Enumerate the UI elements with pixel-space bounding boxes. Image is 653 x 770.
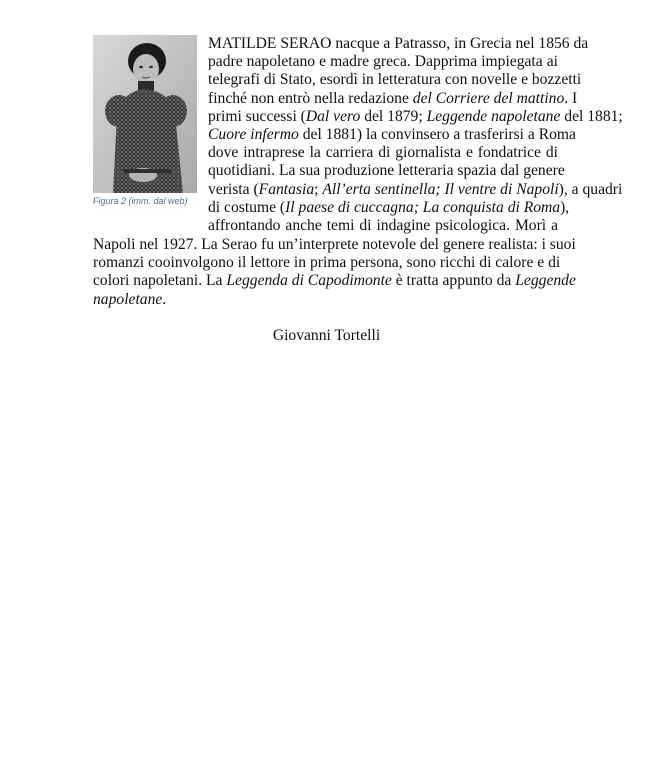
portrait-photo (93, 35, 197, 193)
italic-title: Leggenda di Capodimonte (226, 272, 392, 290)
italic-title: All’erta sentinella; Il ventre di Napoli (322, 180, 559, 198)
portrait-illustration (93, 35, 197, 193)
text-line (93, 254, 561, 272)
italic-title: Dal vero (305, 107, 361, 125)
text-line (208, 71, 582, 89)
text-line (93, 272, 576, 290)
text-segment: MATILDE SERAO (208, 35, 332, 52)
text-segment: Napoli nel 1927. La Serao fu un’interprete notevole del genere realista: i suoi (93, 236, 576, 253)
italic-title: del Corriere del mattino (412, 89, 565, 107)
text-line (208, 107, 623, 126)
text-line (208, 198, 570, 217)
text-segment: del 1881) la convinsero a trasferirsi a Roma (298, 125, 576, 143)
text-segment: del 1881; (560, 107, 623, 125)
text-segment: di costume ( (208, 198, 286, 216)
italic-title: Leggende napoletane (426, 107, 561, 125)
italic-title: Leggende (515, 272, 576, 290)
text-segment: del 1879; (360, 107, 427, 125)
text-segment: . I (564, 89, 578, 107)
text-line (208, 217, 558, 235)
text-segment: finché non entrò nella redazione (208, 89, 413, 107)
text-segment: romanzi cooinvolgono il lettore in prima persona, sono ricchi di calore e di (93, 254, 561, 272)
figure-caption: Figura 2 (imm. dal web) (93, 196, 188, 206)
italic-title: Cuore infermo (208, 125, 299, 143)
text-segment: ; (314, 180, 323, 198)
text-segment: affrontando anche temi di indagine psicologica. Morì a (208, 216, 558, 234)
text-line (208, 89, 578, 108)
text-line (93, 236, 576, 254)
text-segment: verista ( (208, 180, 259, 198)
italic-title: napoletane (93, 290, 163, 308)
text-line (208, 162, 565, 180)
text-line (93, 291, 558, 309)
text-segment: . (162, 290, 167, 308)
text-line (208, 53, 558, 71)
text-line (208, 35, 589, 53)
italic-title: Fantasia (258, 180, 315, 198)
text-segment: ), (560, 198, 570, 216)
text-segment: quotidiani. La sua produzione letteraria spazia dal genere (208, 162, 565, 180)
italic-title: Il paese di cuccagna; La conquista di Roma (285, 198, 561, 216)
text-line (208, 125, 576, 144)
paragraph-full-width (93, 236, 576, 309)
author-signature: Giovanni Tortelli (272, 327, 381, 344)
text-segment: primi successi ( (208, 107, 306, 125)
text-line (208, 180, 623, 199)
text-segment: nacque a Patrasso, in Grecia nel 1856 da (331, 35, 589, 52)
text-segment: dove intraprese la carriera di giornalista e fondatrice di (208, 144, 558, 162)
text-segment: è tratta appunto da (391, 272, 516, 290)
text-segment: ), a quadri (558, 180, 623, 198)
text-segment: telegrafi di Stato, esordì in letteratura con novelle e bozzetti (208, 71, 582, 89)
paragraph-wrapped-column (208, 35, 623, 235)
text-segment: colori napoletani. La (93, 272, 227, 290)
text-segment: padre napoletano e madre greca. Dapprima impiegata ai (208, 53, 558, 71)
text-line (208, 144, 558, 162)
